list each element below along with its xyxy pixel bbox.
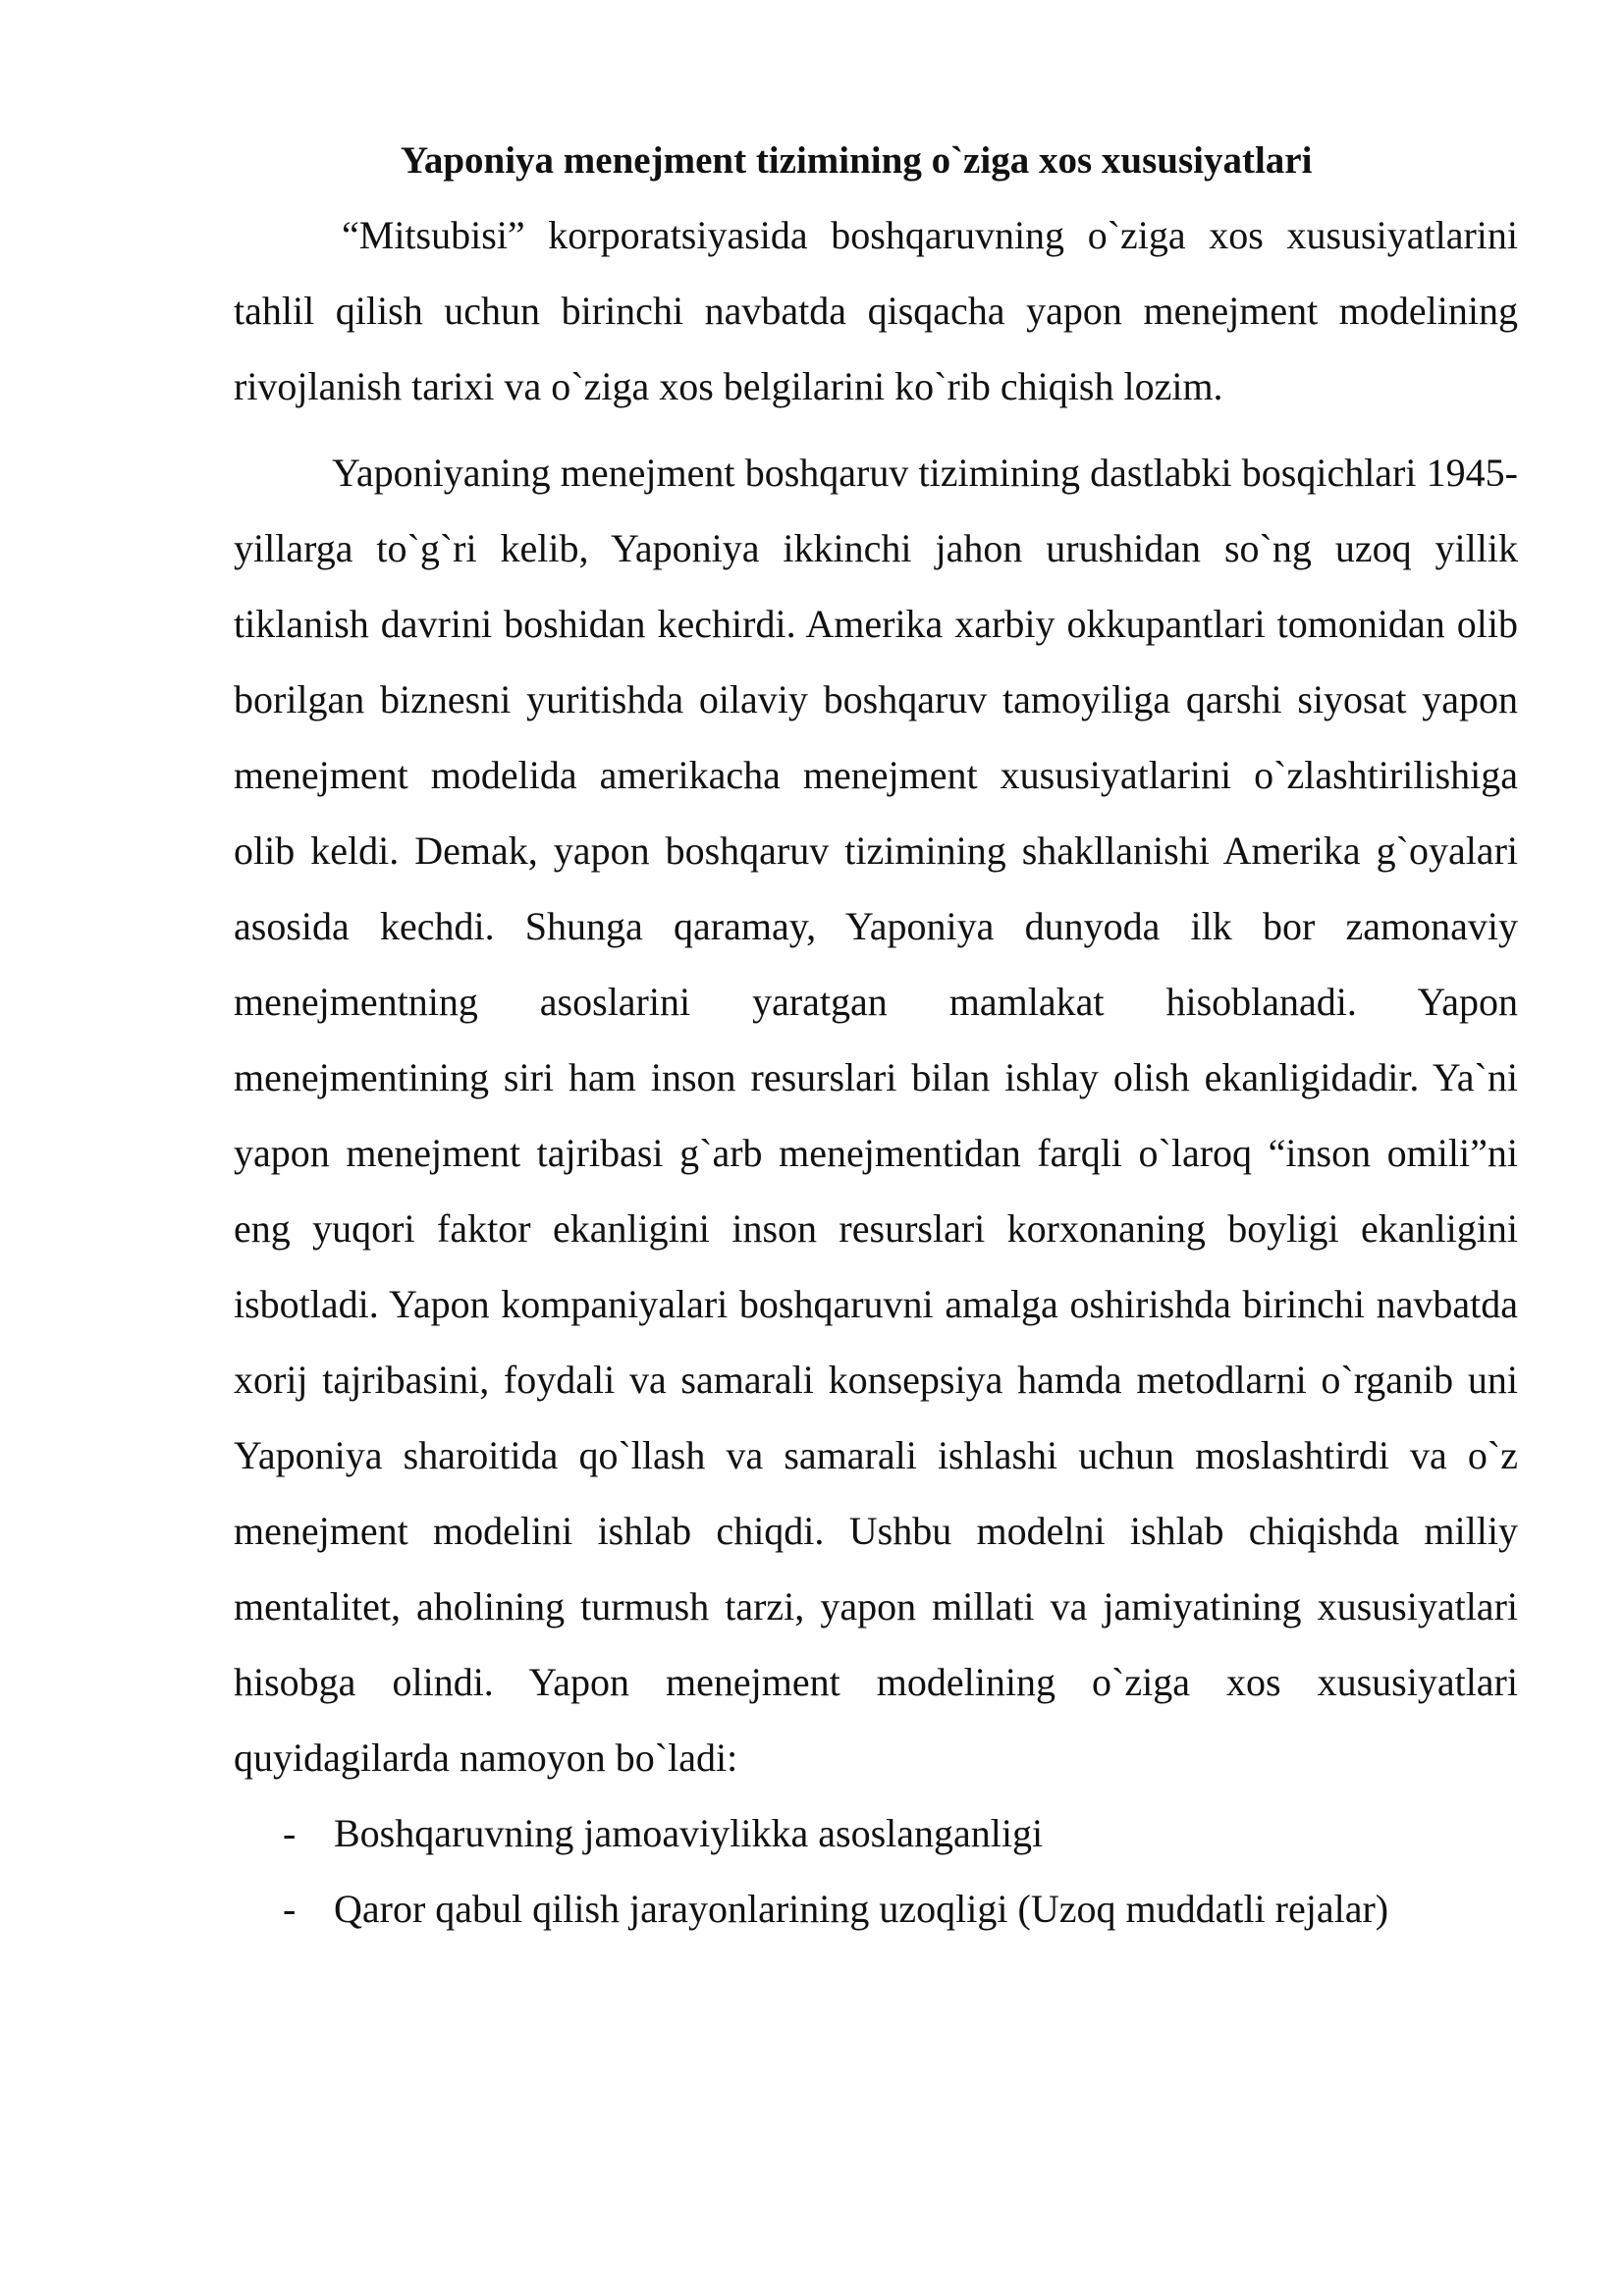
list-dash: - <box>283 1887 297 1931</box>
paragraph-intro: “Mitsubisi” korporatsiyasida boshqaruvning o`ziga xos xususiyatlarini tahlil qilish uchun birinchi navbatda qisqacha yapon menejment modelining rivojlanish tarixi va o`ziga xos belgilarini ko`rib chiqish lozim. <box>234 213 1518 408</box>
list-item <box>234 1871 1518 1947</box>
list-dash: - <box>283 1811 297 1855</box>
list-item-text: Qaror qabul qilish jarayonlarining uzoqligi (Uzoq muddatli rejalar) <box>334 1887 1389 1931</box>
document-body <box>234 135 1518 1947</box>
features-list <box>234 1795 1518 1947</box>
list-item <box>234 1795 1518 1871</box>
list-item-text: Boshqaruvning jamoaviylikka asoslanganligi <box>334 1811 1044 1855</box>
paragraph-history: Yaponiyaning menejment boshqaruv tizimining dastlabki bosqichlari 1945-yillarga to`g`ri kelib, Yaponiya ikkinchi jahon urushidan so`ng uzoq yillik tiklanish davrini boshidan kechirdi. Amerika xarbiy okkupantlari tomonidan olib borilgan biznesni yuritishda oilaviy boshqaruv tamoyiliga qarshi siyosat yapon menejment modelida amerikacha menejment xususiyatlarini o`zlashtirilishiga olib keldi. Demak, yapon boshqaruv tizimining shakllanishi Amerika g`oyalari asosida kechdi. Shunga qaramay, Yaponiya dunyoda ilk bor zamonaviy menejmentning asoslarini yaratgan mamlakat hisoblanadi. Yapon menejmentining siri ham inson resurslari bilan ishlay olish ekanligidadir. Ya`ni yapon menejment tajribasi g`arb menejmentidan farqli o`laroq “inson omili”ni eng yuqori faktor ekanligini inson resurslari korxonaning boyligi ekanligini isbotladi. Yapon kompaniyalari boshqaruvni amalga oshirishda birinchi navbatda xorij tajribasini, foydali va samarali konsepsiya hamda metodlarni o`rganib uni Yaponiya sharoitida qo`llash va samarali ishlashi uchun moslashtirdi va o`z menejment modelini ishlab chiqdi. Ushbu modelni ishlab chiqishda milliy mentalitet, aholining turmush tarzi, yapon millati va jamiyatining xususiyatlari hisobga olindi. Yapon menejment modelining o`ziga xos xususiyatlari quyidagilarda namoyon bo`ladi: <box>234 451 1518 1780</box>
document-title: Yaponiya menejment tizimining o`ziga xos xususiyatlari <box>401 139 1313 182</box>
